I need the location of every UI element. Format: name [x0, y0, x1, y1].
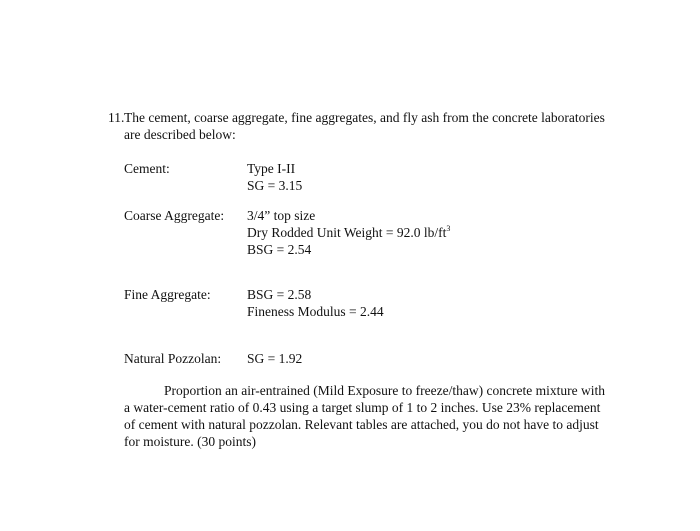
task-paragraph — [124, 382, 624, 450]
coarse-bsg: BSG = 2.54 — [247, 242, 312, 257]
task-line-2: a water-cement ratio of 0.43 using a target slump of 1 to 2 inches. Use 23% replacement — [124, 400, 601, 415]
fine-aggregate-properties — [247, 286, 384, 320]
fine-fineness-modulus: Fineness Modulus = 2.44 — [247, 304, 384, 319]
task-line-3: of cement with natural pozzolan. Relevant tables are attached, you do not have to adjust — [124, 417, 599, 432]
unit-superscript: 3 — [446, 223, 451, 233]
cement-type: Type I-II — [247, 161, 296, 176]
cement-properties — [247, 160, 302, 194]
question-intro-line-2: are described below: — [124, 127, 236, 142]
coarse-unit-weight-text: Dry Rodded Unit Weight = 92.0 lb/ft — [247, 225, 447, 240]
natural-pozzolan-sg: SG = 1.92 — [247, 351, 303, 366]
natural-pozzolan-label: Natural Pozzolan: — [124, 351, 222, 366]
question-number: 11. — [108, 110, 125, 125]
cement-sg: SG = 3.15 — [247, 178, 303, 193]
coarse-top-size: 3/4” top size — [247, 208, 316, 223]
question-intro-line-1: The cement, coarse aggregate, fine aggregates, and fly ash from the concrete laboratories — [124, 110, 605, 125]
fine-aggregate-label: Fine Aggregate: — [124, 287, 211, 302]
task-line-1: Proportion an air-entrained (Mild Exposure to freeze/thaw) concrete mixture with — [164, 383, 605, 398]
task-line-4: for moisture. (30 points) — [124, 434, 256, 449]
coarse-aggregate-properties — [247, 207, 450, 258]
fine-bsg: BSG = 2.58 — [247, 287, 312, 302]
cement-label: Cement: — [124, 161, 170, 176]
coarse-dry-rodded-unit-weight — [247, 224, 450, 241]
coarse-aggregate-label: Coarse Aggregate: — [124, 208, 225, 223]
